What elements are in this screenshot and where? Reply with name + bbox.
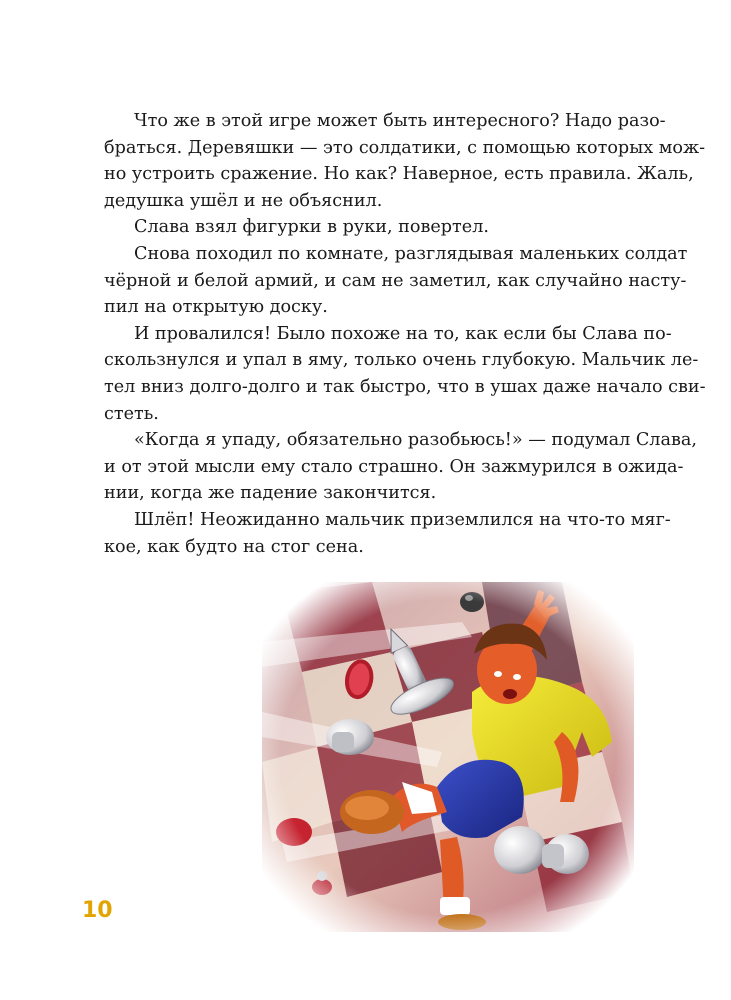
text-line: стеть.	[104, 403, 159, 424]
text-line: чёрной и белой армий, и сам не заметил, как случайно насту-	[104, 270, 687, 291]
text-line: Что же в этой игре может быть интересного? Надо разо-	[134, 111, 666, 131]
text-line: И провалился! Было похоже на то, как если бы Слава по-	[134, 323, 672, 344]
vignette	[262, 582, 634, 932]
text-line: браться. Деревяшки — это солдатики, с помощью которых мож-	[104, 137, 706, 158]
text-line: но устроить сражение. Но как? Наверное, есть правила. Жаль,	[104, 164, 694, 185]
text-line: Снова походил по комнате, разглядывая маленьких солдат	[134, 243, 688, 264]
text-line: «Когда я упаду, обязательно разобьюсь!» — подумал Слава,	[134, 430, 697, 451]
text-line: дедушка ушёл и не объяснил.	[104, 190, 383, 211]
text-line: нии, когда же падение закончится.	[104, 483, 437, 504]
text-line: тел вниз долго-долго и так быстро, что в ушах даже начало сви-	[104, 376, 706, 397]
text-line: Слава взял фигурки в руки, повертел.	[134, 217, 489, 238]
text-line: скользнулся и упал в яму, только очень глубокую. Мальчик ле-	[104, 350, 699, 371]
text-line: кое, как будто на стог сена.	[104, 536, 364, 557]
falling-boy-illustration	[262, 582, 634, 932]
story-text	[104, 108, 706, 560]
text-line: Шлёп! Неожиданно мальчик приземлился на что-то мяг-	[134, 509, 671, 530]
page-number: 10	[82, 898, 113, 923]
text-line: пил на открытую доску.	[104, 297, 328, 318]
text-line: и от этой мысли ему стало страшно. Он зажмурился в ожида-	[104, 456, 684, 477]
